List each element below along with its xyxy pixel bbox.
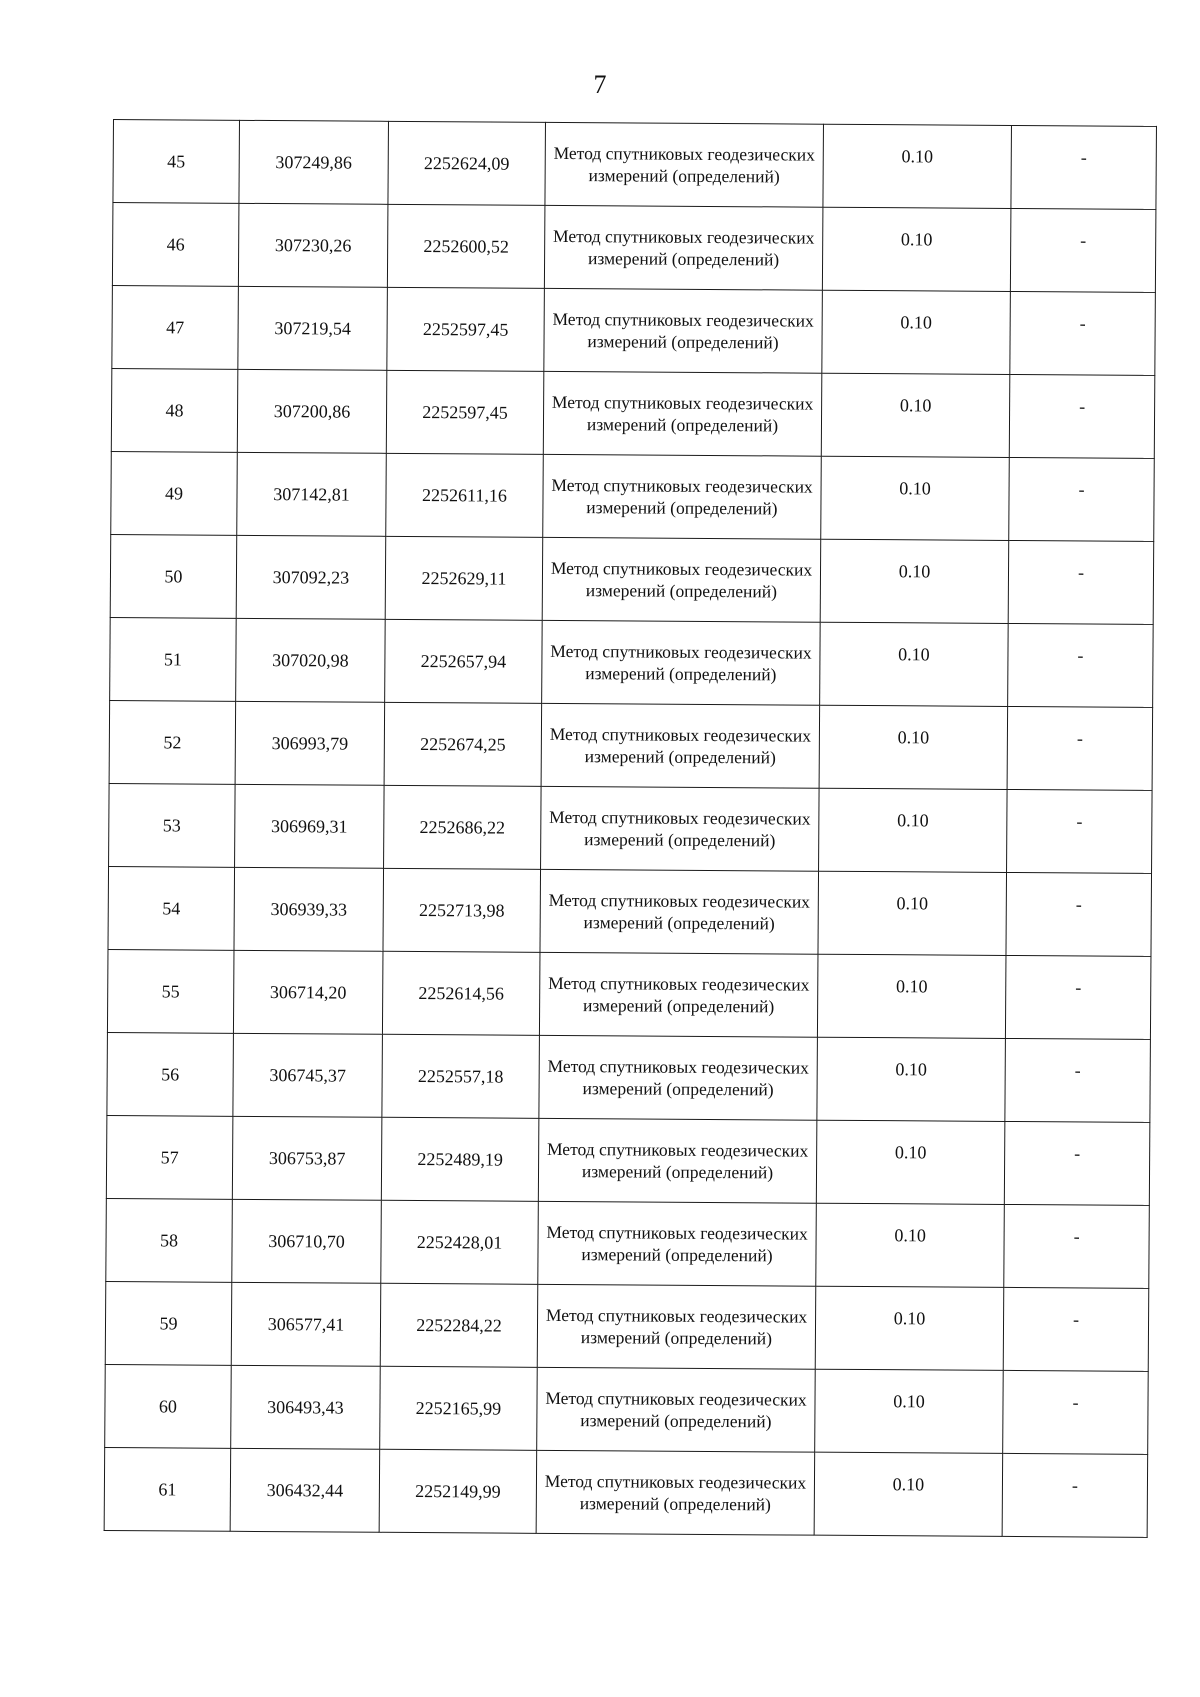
point-number-cell: 47 (112, 285, 239, 369)
method-cell: Метод спутниковых геодезических измерений (определений) (544, 288, 823, 373)
x-coordinate-cell: 307249,86 (239, 120, 389, 204)
table-row (112, 285, 1156, 375)
point-number-cell: 61 (104, 1447, 231, 1531)
y-coordinate-cell: 2252657,94 (385, 619, 543, 703)
note-cell: - (1004, 1204, 1150, 1288)
x-coordinate-cell: 306939,33 (234, 867, 384, 951)
x-coordinate-cell: 306993,79 (235, 701, 385, 785)
accuracy-cell: 0.10 (818, 871, 1007, 955)
table-row (111, 451, 1155, 541)
table-row (106, 1115, 1150, 1205)
point-number-cell: 54 (108, 866, 235, 950)
point-number-cell: 50 (110, 534, 237, 618)
x-coordinate-cell: 306714,20 (233, 950, 383, 1034)
y-coordinate-cell: 2252557,18 (382, 1034, 540, 1118)
table-row (110, 534, 1154, 624)
method-cell: Метод спутниковых геодезических измерений (определений) (541, 703, 820, 788)
note-cell: - (1009, 457, 1155, 541)
method-cell: Метод спутниковых геодезических измерений (определений) (542, 620, 821, 705)
method-cell: Метод спутниковых геодезических измерений (определений) (544, 205, 823, 290)
point-number-cell: 53 (109, 783, 236, 867)
table-row (109, 700, 1153, 790)
y-coordinate-cell: 2252489,19 (381, 1117, 539, 1201)
table-row (111, 368, 1155, 458)
x-coordinate-cell: 306969,31 (235, 784, 385, 868)
point-number-cell: 57 (106, 1115, 233, 1199)
x-coordinate-cell: 306577,41 (231, 1282, 381, 1366)
x-coordinate-cell: 307092,23 (236, 535, 386, 619)
point-number-cell: 51 (110, 617, 237, 701)
y-coordinate-cell: 2252624,09 (388, 121, 546, 205)
table-row (106, 1198, 1150, 1288)
accuracy-cell: 0.10 (820, 622, 1009, 706)
y-coordinate-cell: 2252284,22 (380, 1283, 538, 1367)
accuracy-cell: 0.10 (816, 1120, 1005, 1204)
method-cell: Метод спутниковых геодезических измерений (определений) (539, 1035, 818, 1120)
y-coordinate-cell: 2252686,22 (384, 785, 542, 869)
x-coordinate-cell: 307142,81 (237, 452, 387, 536)
method-cell: Метод спутниковых геодезических измерений (определений) (537, 1284, 816, 1369)
point-number-cell: 46 (112, 203, 239, 287)
point-number-cell: 56 (107, 1032, 234, 1116)
table-row (108, 866, 1152, 956)
accuracy-cell: 0.10 (821, 373, 1010, 457)
accuracy-cell: 0.10 (816, 1203, 1005, 1287)
y-coordinate-cell: 2252600,52 (387, 204, 545, 288)
note-cell: - (1005, 955, 1151, 1039)
method-cell: Метод спутниковых геодезических измерений (определений) (543, 454, 822, 539)
note-cell: - (1007, 789, 1153, 873)
note-cell: - (1007, 706, 1153, 790)
point-number-cell: 55 (107, 949, 234, 1033)
table-row (110, 617, 1154, 707)
note-cell: - (1004, 1121, 1150, 1205)
note-cell: - (1006, 872, 1152, 956)
x-coordinate-cell: 306710,70 (232, 1199, 382, 1283)
method-cell: Метод спутниковых геодезических измерений (определений) (539, 952, 818, 1037)
table-row (107, 1032, 1151, 1122)
table-row (109, 783, 1153, 873)
note-cell: - (1003, 1287, 1149, 1371)
coordinates-table-body (104, 120, 1156, 1538)
accuracy-cell: 0.10 (817, 1037, 1006, 1121)
accuracy-cell: 0.10 (819, 788, 1008, 872)
coordinates-table (104, 119, 1157, 1538)
page-number: 7 (593, 70, 607, 99)
note-cell: - (1010, 291, 1156, 375)
y-coordinate-cell: 2252165,99 (380, 1366, 538, 1450)
y-coordinate-cell: 2252428,01 (381, 1200, 539, 1284)
x-coordinate-cell: 307020,98 (236, 618, 386, 702)
point-number-cell: 60 (105, 1364, 232, 1448)
accuracy-cell: 0.10 (820, 539, 1009, 623)
note-cell: - (1010, 208, 1156, 292)
y-coordinate-cell: 2252597,45 (387, 287, 545, 371)
table-row (113, 120, 1157, 210)
point-number-cell: 58 (106, 1198, 233, 1282)
table-row (105, 1281, 1149, 1371)
x-coordinate-cell: 307219,54 (238, 286, 388, 370)
y-coordinate-cell: 2252597,45 (386, 370, 544, 454)
accuracy-cell: 0.10 (821, 456, 1010, 540)
note-cell: - (1003, 1370, 1149, 1454)
note-cell: - (1008, 540, 1154, 624)
note-cell: - (1008, 623, 1154, 707)
x-coordinate-cell: 306493,43 (231, 1365, 381, 1449)
point-number-cell: 48 (111, 368, 238, 452)
accuracy-cell: 0.10 (815, 1369, 1004, 1453)
accuracy-cell: 0.10 (815, 1286, 1004, 1370)
table-row (104, 1447, 1148, 1537)
note-cell: - (1005, 1038, 1151, 1122)
method-cell: Метод спутниковых геодезических измерений (определений) (538, 1201, 817, 1286)
note-cell: - (1011, 125, 1157, 209)
y-coordinate-cell: 2252674,25 (384, 702, 542, 786)
method-cell: Метод спутниковых геодезических измерений (определений) (542, 537, 821, 622)
x-coordinate-cell: 307230,26 (238, 203, 388, 287)
point-number-cell: 52 (109, 700, 236, 784)
method-cell: Метод спутниковых геодезических измерений (определений) (536, 1450, 815, 1535)
point-number-cell: 45 (113, 120, 240, 204)
method-cell: Метод спутниковых геодезических измерений (определений) (541, 786, 820, 871)
y-coordinate-cell: 2252629,11 (385, 536, 543, 620)
table-row (112, 203, 1156, 293)
y-coordinate-cell: 2252149,99 (379, 1449, 537, 1533)
x-coordinate-cell: 306753,87 (232, 1116, 382, 1200)
x-coordinate-cell: 306432,44 (230, 1448, 380, 1532)
x-coordinate-cell: 306745,37 (233, 1033, 383, 1117)
accuracy-cell: 0.10 (819, 705, 1008, 789)
accuracy-cell: 0.10 (822, 290, 1011, 374)
accuracy-cell: 0.10 (822, 207, 1011, 291)
y-coordinate-cell: 2252611,16 (386, 453, 544, 537)
accuracy-cell: 0.10 (814, 1452, 1003, 1536)
table-row (107, 949, 1151, 1039)
accuracy-cell: 0.10 (817, 954, 1006, 1038)
note-cell: - (1002, 1453, 1148, 1537)
method-cell: Метод спутниковых геодезических измерений (определений) (540, 869, 819, 954)
accuracy-cell: 0.10 (823, 124, 1012, 208)
method-cell: Метод спутниковых геодезических измерений (определений) (538, 1118, 817, 1203)
table-row (105, 1364, 1149, 1454)
point-number-cell: 49 (111, 451, 238, 535)
y-coordinate-cell: 2252713,98 (383, 868, 541, 952)
x-coordinate-cell: 307200,86 (237, 369, 387, 453)
point-number-cell: 59 (105, 1281, 232, 1365)
note-cell: - (1009, 374, 1155, 458)
method-cell: Метод спутниковых геодезических измерений (определений) (543, 371, 822, 456)
y-coordinate-cell: 2252614,56 (382, 951, 540, 1035)
method-cell: Метод спутниковых геодезических измерений (определений) (545, 122, 824, 207)
method-cell: Метод спутниковых геодезических измерений (определений) (537, 1367, 816, 1452)
